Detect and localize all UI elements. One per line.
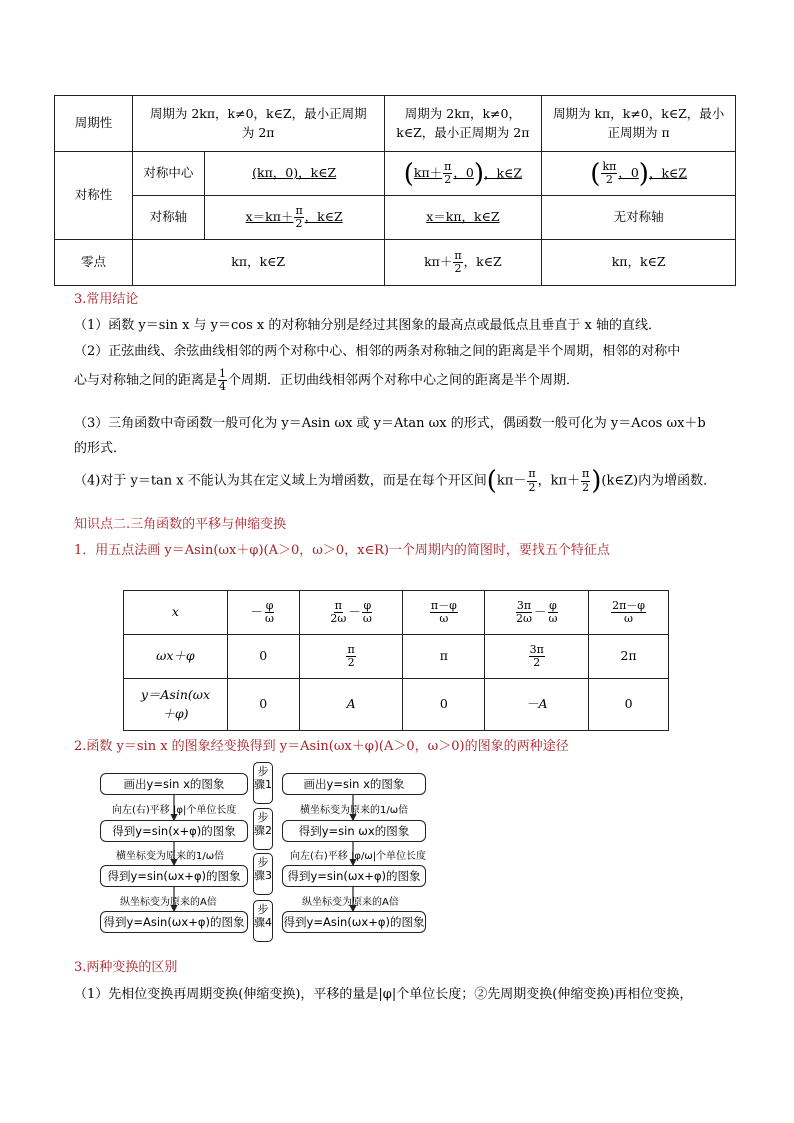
center-cos-a: kπ＋ xyxy=(413,165,443,180)
step-1: 步骤1 xyxy=(253,762,273,804)
conclusion-3b: 的形式． xyxy=(74,441,127,456)
kp2-item1: 1．用五点法画 y＝Asin(ωx＋φ)(A＞0，ω＞0，x∈R)一个周期内的简图时，要找五个特征点 xyxy=(74,543,610,558)
step-4: 步骤4 xyxy=(253,900,273,942)
period-label: 周期性 xyxy=(55,96,133,152)
step-3: 步骤3 xyxy=(253,853,273,895)
fraction: $\frac{2\pi-\varphi}{\omega}$ xyxy=(612,598,646,625)
conclusion-3a: （3）三角函数中奇函数一般可化为 y＝Asin ωx 或 y＝Atan ωx 的形式，偶函数一般可化为 y＝Acos ωx＋b xyxy=(74,416,706,431)
fraction: $\frac{\pi}{2}$ xyxy=(528,467,536,494)
right-label-3: 纵坐标变为原来的A倍 xyxy=(302,897,399,908)
fraction: $\frac{\varphi}{\omega}$ xyxy=(265,598,275,625)
fraction: $\frac{\varphi}{\omega}$ xyxy=(362,598,372,625)
left-label-3: 纵坐标变为原来的A倍 xyxy=(120,897,217,908)
right-box-1: 画出y=sin x的图象 xyxy=(282,773,426,795)
fraction: $\frac{\pi}{2}$ xyxy=(347,642,355,669)
paren-left: ( xyxy=(403,158,414,189)
t2-y-5: 0 xyxy=(589,679,669,731)
step-2: 步骤2 xyxy=(253,808,273,850)
right-box-3: 得到y=sin(ωx+φ)的图象 xyxy=(282,865,426,887)
interval-c: (k∈Z) xyxy=(601,473,639,489)
zero-sin: kπ，k∈Z xyxy=(132,240,384,286)
zero-label: 零点 xyxy=(55,240,133,286)
interval-b: ，kπ＋ xyxy=(537,473,580,489)
t2-y-2: A xyxy=(299,679,403,731)
t2-label-y: y＝Asin(ωx ＋φ) xyxy=(124,679,228,731)
fraction: $\frac{k\pi}{2}$ xyxy=(602,159,617,186)
zero-cos-b: ，k∈Z xyxy=(463,254,502,269)
center-cos-b: ，0 xyxy=(453,165,474,180)
t2-y-4: －A xyxy=(485,679,589,731)
t2-x-2: $\frac{\pi}{2\omega}$ － $\frac{\varphi}{\omega}$ xyxy=(299,591,403,635)
right-label-1: 横坐标变为原来的1/ω倍 xyxy=(300,805,409,816)
axis-label: 对称轴 xyxy=(132,196,204,240)
center-tan-c: ，k∈Z xyxy=(648,165,687,180)
center-sin-text: (kπ，0)，k∈Z xyxy=(252,165,337,181)
fraction: $\frac{\pi-\varphi}{\omega}$ xyxy=(430,598,457,625)
fraction: $\frac{\pi}{2}$ xyxy=(295,203,303,230)
left-label-1: 向左(右)平移 |φ|个单位长度 xyxy=(112,805,237,816)
paren-left: ( xyxy=(486,466,497,496)
fraction: $\frac{\pi}{2}$ xyxy=(444,159,452,186)
fraction: $\frac{\pi}{2\omega}$ xyxy=(330,598,347,625)
center-tan-b: ，0 xyxy=(618,165,639,180)
t2-label-x: x xyxy=(124,591,228,635)
conclusion-4-post: 内为增函数． xyxy=(638,473,717,489)
center-label: 对称中心 xyxy=(132,152,204,196)
left-box-2: 得到y=sin(x+φ)的图象 xyxy=(100,820,248,842)
right-box-4: 得到y=Asin(ωx+φ)的图象 xyxy=(282,911,426,933)
t2-y-3: 0 xyxy=(403,679,485,731)
axis-tan: 无对称轴 xyxy=(542,196,736,240)
fraction: $\frac{\pi}{2}$ xyxy=(454,248,462,275)
axis-sin-b: ，k∈Z xyxy=(304,209,343,224)
paren-right: ) xyxy=(638,158,649,189)
conclusion-2a: （2）正弦曲线、余弦曲线相邻的两个对称中心、相邻的两条对称轴之间的距离是半个周期，相邻的对称中 xyxy=(74,344,681,359)
left-label-2: 横坐标变为原来的1/ω倍 xyxy=(116,851,225,862)
fraction: $\frac{\varphi}{\omega}$ xyxy=(548,598,558,625)
item2-text: 2.函数 y＝sin x 的图象经变换得到 y＝Asin(ωx＋φ)(A＞0，ω＞0)的图象的两种途径 xyxy=(74,739,569,754)
period-sin: 周期为 2kπ，k≠0，k∈Z，最小正周期为 2π xyxy=(132,96,384,152)
conclusion-1: （1）函数 y＝sin x 与 y＝cos x 的对称轴分别是经过其图象的最高点或最低点且垂直于 x 轴的直线． xyxy=(74,318,661,333)
fraction: $\frac{3\pi}{2\omega}$ xyxy=(515,598,532,625)
paren-right: ) xyxy=(591,466,602,496)
section3-title: 3.常用结论 xyxy=(74,292,139,307)
fraction: $\frac{3\pi}{2}$ xyxy=(529,642,544,669)
left-box-1: 画出y=sin x的图象 xyxy=(100,773,248,795)
conclusion-2b-pre: 心与对称轴之间的距离是 xyxy=(74,373,218,389)
kp2-title: 知识点二.三角函数的平移与伸缩变换 xyxy=(74,517,287,532)
t2-phase-1: 0 xyxy=(227,635,299,679)
paren-left: ( xyxy=(590,158,601,189)
item3-p1: （1）先相位变换再周期变换(伸缩变换)，平移的量是|φ|个单位长度；②先周期变换(伸缩变换)再相位变换， xyxy=(74,987,693,1002)
interval-a: kπ－ xyxy=(496,473,527,489)
period-cos: 周期为 2kπ，k≠0，k∈Z，最小正周期为 2π xyxy=(384,96,542,152)
fraction-quarter: $\frac{1}{4}$ xyxy=(219,367,227,394)
conclusion-4-pre: （4)对于 y＝tan x 不能认为其在定义域上为增函数，而是在每个开区间 xyxy=(74,473,487,489)
t2-y-1: 0 xyxy=(227,679,299,731)
t2-label-phase: ωx＋φ xyxy=(124,635,228,679)
zero-cos-a: kπ＋ xyxy=(424,254,453,269)
left-box-3: 得到y=sin(ωx+φ)的图象 xyxy=(100,865,248,887)
conclusion-2b-post: 个周期．正切曲线相邻两个对称中心之间的距离是半个周期． xyxy=(228,373,580,389)
right-label-2: 向左(右)平移 |φ/ω|个单位长度 xyxy=(290,851,427,862)
zero-tan: kπ，k∈Z xyxy=(542,240,736,286)
right-box-2: 得到y=sin ωx的图象 xyxy=(282,820,426,842)
t2-x-1: － $\frac{\varphi}{\omega}$ xyxy=(227,591,299,635)
center-cos-c: ，k∈Z xyxy=(484,165,523,180)
left-box-4: 得到y=Asin(ωx+φ)的图象 xyxy=(100,911,248,933)
symmetry-label: 对称性 xyxy=(55,152,133,240)
axis-cos-text: x＝kπ，k∈Z xyxy=(426,209,500,225)
t2-phase-3: π xyxy=(403,635,485,679)
axis-sin-a: x＝kπ＋ xyxy=(245,209,294,224)
paren-right: ) xyxy=(473,158,485,189)
item3-title: 3.两种变换的区别 xyxy=(74,960,178,975)
fraction: $\frac{\pi}{2}$ xyxy=(582,467,590,494)
t2-phase-5: 2π xyxy=(589,635,669,679)
t2-x-4: $\frac{3\pi}{2\omega}$ － $\frac{\varphi}{\omega}$ xyxy=(485,591,589,635)
period-tan: 周期为 kπ，k≠0，k∈Z，最小正周期为 π xyxy=(542,96,736,152)
